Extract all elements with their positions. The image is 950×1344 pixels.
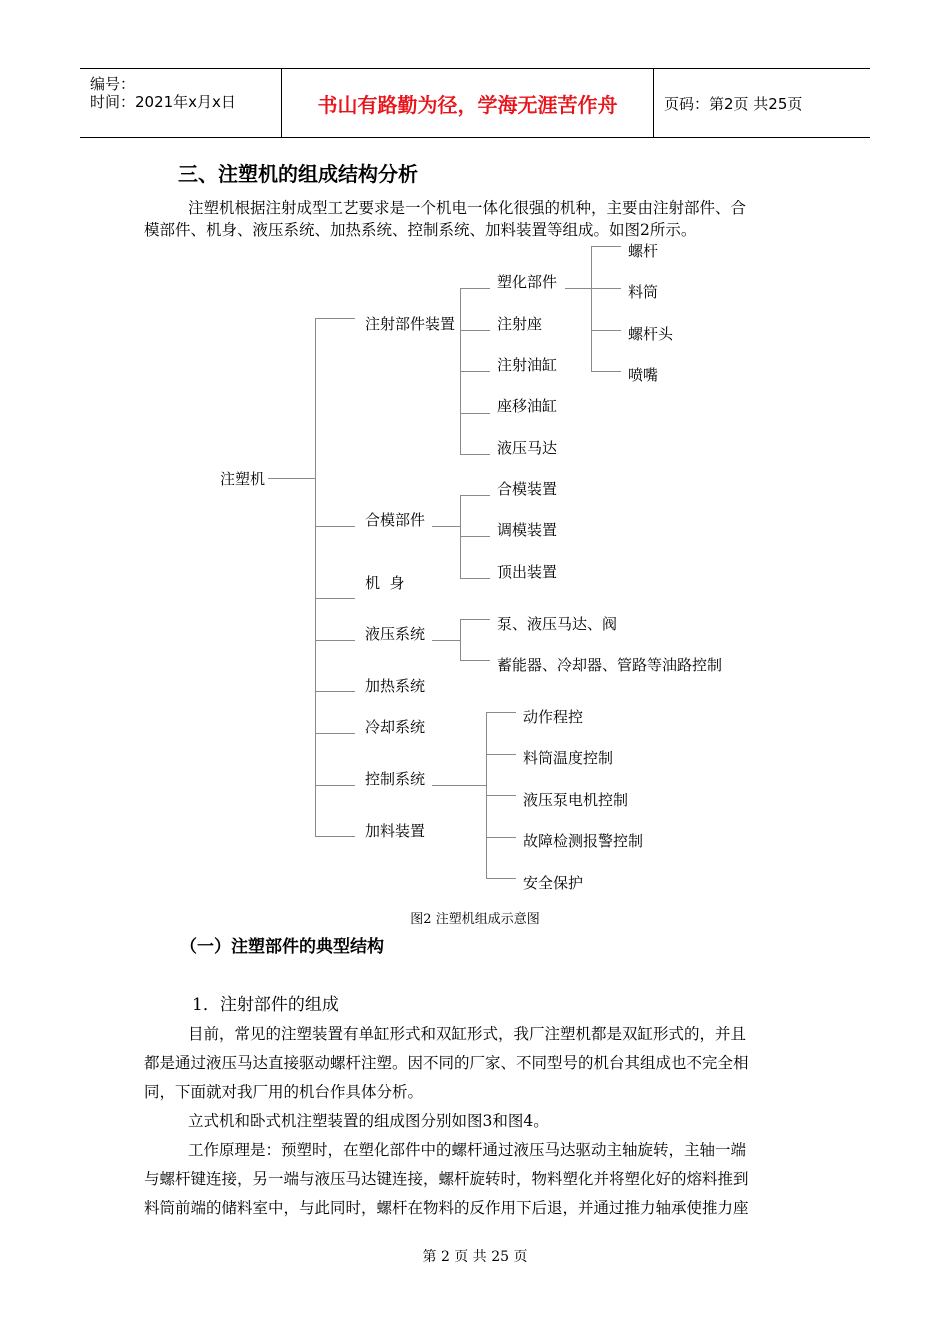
page-header [80,68,870,138]
node-plasticizing-child: 螺杆 [628,242,659,260]
node-control-child: 安全保护 [523,874,584,892]
time-label: 时间：2021年x月x日 [90,93,236,111]
connector-line [315,785,355,786]
node-level1: 加料装置 [365,822,426,840]
body-line: 同，下面就对我厂用的机台作具体分析。 [144,1083,424,1101]
connector-line [432,526,461,527]
node-level1: 注射部件装置 [365,315,456,333]
connector-line [460,454,490,455]
section-title: 三、注塑机的组成结构分析 [178,162,418,186]
node-control-child: 料筒温度控制 [523,749,614,767]
node-level1: 机 身 [365,574,405,592]
node-injection-child: 注射座 [497,315,543,333]
node-plasticizing-child: 螺杆头 [628,325,674,343]
connector-line [460,371,490,372]
node-level1: 液压系统 [365,625,426,643]
connector-line [460,578,490,579]
header-page-info: 页码：第2页 共25页 [664,94,803,113]
node-injection-child: 座移油缸 [497,397,558,415]
page-footer: 第 2 页 共 25 页 [422,1249,528,1265]
node-level1: 冷却系统 [365,718,426,736]
node-control-child: 故障检测报警控制 [523,832,644,850]
connector-line [315,691,355,692]
connector-line [460,660,490,661]
connector-line [460,288,490,289]
body-line: 工作原理是：预塑时，在塑化部件中的螺杆通过液压马达驱动主轴旋转，主轴一端 [188,1141,747,1159]
body-line: 立式机和卧式机注塑装置的组成图分别如图3和图4。 [188,1112,549,1130]
body-line: 目前，常见的注塑装置有单缸形式和双缸形式，我厂注塑机都是双缸形式的，并且 [188,1025,747,1043]
intro-line: 模部件、机身、液压系统、加热系统、控制系统、加料装置等组成。如图2所示。 [144,221,697,239]
connector-line [432,640,461,641]
node-root: 注塑机 [220,470,266,488]
intro-line: 注塑机根据注射成型工艺要求是一个机电一体化很强的机种，主要由注射部件、合 [188,199,747,217]
node-control-child: 动作程控 [523,708,584,726]
connector-line [315,836,355,837]
node-clamping-child: 调模装置 [497,521,558,539]
connector-line [460,536,490,537]
connector-line [315,318,316,836]
connector-line [460,619,490,620]
connector-line [460,495,490,496]
connector-line [268,478,316,479]
connector-line [460,619,461,660]
connector-line [591,246,621,247]
node-plasticizing-child: 料筒 [628,283,659,301]
body-line: 与螺杆键连接，另一端与液压马达键连接，螺杆旋转时，物料塑化并将塑化好的熔料推到 [144,1170,749,1188]
connector-line [315,598,355,599]
node-injection-child: 注射油缸 [497,356,558,374]
node-level1: 加热系统 [365,677,426,695]
connector-line [486,837,516,838]
header-motto: 书山有路勤为径，学海无涯苦作舟 [282,69,654,137]
connector-line [591,246,592,371]
subsection-title: （一）注塑部件的典型结构 [180,937,384,957]
connector-line [315,640,355,641]
number-label: 编号： [90,75,136,93]
node-clamping-child: 顶出装置 [497,563,558,581]
connector-line [315,733,355,734]
node-control-child: 液压泵电机控制 [523,791,629,809]
node-injection-child: 液压马达 [497,439,558,457]
body-line: 料筒前端的储料室中，与此同时，螺杆在物料的反作用下后退，并通过推力轴承使推力座 [144,1199,749,1217]
connector-line [486,754,516,755]
connector-line [460,330,490,331]
connector-line [591,288,621,289]
connector-line [591,330,621,331]
intro-paragraph [144,197,804,241]
connector-line [432,785,487,786]
figure-caption: 图2 注塑机组成示意图 [410,912,540,927]
connector-line [591,371,621,372]
connector-line [486,712,516,713]
node-plasticizing-child: 喷嘴 [628,366,659,384]
connector-line [315,318,355,319]
node-level1: 合模部件 [365,511,426,529]
node-injection-child: 塑化部件 [497,273,558,291]
header-meta-cell [80,69,282,137]
connector-line [315,526,355,527]
node-hydraulic-child: 蓄能器、冷却器、管路等油路控制 [497,656,723,674]
connector-line [565,288,592,289]
node-clamping-child: 合模装置 [497,480,558,498]
body-line: 都是通过液压马达直接驱动螺杆注塑。因不同的厂家、不同型号的机台其组成也不完全相 [144,1054,749,1072]
connector-line [486,878,516,879]
node-level1: 控制系统 [365,770,426,788]
subsubsection-title: 1．注射部件的组成 [192,995,339,1015]
connector-line [460,413,490,414]
body-text [144,1020,804,1223]
node-hydraulic-child: 泵、液压马达、阀 [497,615,618,633]
connector-line [486,795,516,796]
